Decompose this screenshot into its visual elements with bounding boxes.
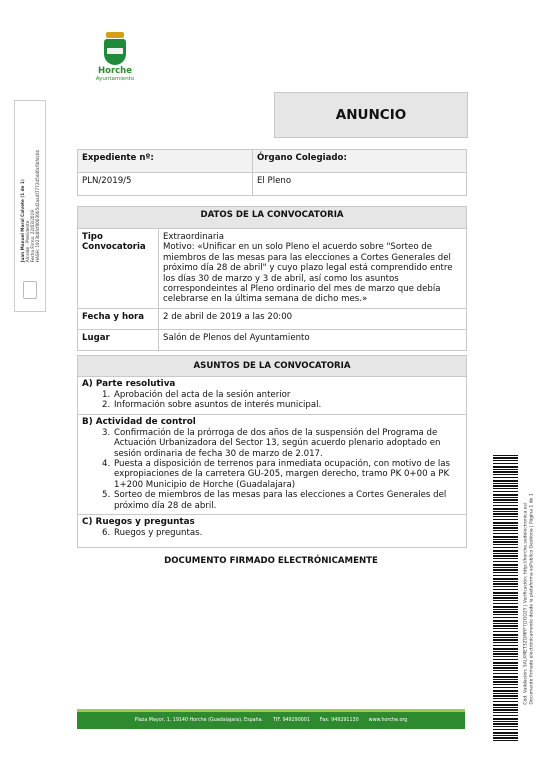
signature-hash: HASH: 1923b0fcf00030b5d2aa4f7772d5d40c6bfdcbb <box>35 149 40 263</box>
coat-of-arms-icon <box>104 39 126 65</box>
barcode-caption <box>518 455 540 743</box>
municipal-logo <box>90 32 140 86</box>
asuntos-heading: ASUNTOS DE LA CONVOCATORIA <box>78 356 466 377</box>
list-item <box>82 390 462 400</box>
organo-label: Órgano Colegiado: <box>253 150 467 173</box>
footer-bar <box>77 712 465 729</box>
validation-code: Cód. Validación: 5ALKMET3ZQMRF7J2GQ2Y | Verificación: http://horche.sedelectronica.es/ <box>523 502 529 705</box>
fecha-value: 2 de abril de 2019 a las 20:00 <box>159 308 467 329</box>
section-title: A) Parte resolutiva <box>82 379 176 389</box>
footer-address: Plaza Mayor, 1, 19140 Horche (Guadalajara), España. <box>134 718 264 723</box>
signer-role: Alcalde - Presidente <box>25 220 30 263</box>
platform-notice: Documento firmado electrónicamente desde la plataforma esPublico Gestiona | Página 1 de 1 <box>529 493 534 705</box>
footer-fax: Fax: 949291130 <box>319 718 359 723</box>
section-ruegos-preguntas <box>78 515 466 541</box>
logo-name: Horche <box>98 66 132 76</box>
list-item <box>82 459 462 490</box>
asuntos-box <box>77 355 467 548</box>
list-item <box>82 490 462 511</box>
section-parte-resolutiva <box>78 377 466 415</box>
footer-tel: TIF. 949290001 <box>273 718 310 723</box>
expediente-value: PLN/2019/5 <box>78 173 253 196</box>
signed-notice: DOCUMENTO FIRMADO ELECTRÓNICAMENTE <box>164 556 378 566</box>
item-number: 3. <box>102 427 111 438</box>
logo-subtitle: Ayuntamiento <box>95 76 135 82</box>
signer-name: Juan Manuel Moral Calvete (1 de 1) <box>20 179 25 263</box>
document-title: ANUNCIO <box>274 92 468 138</box>
lugar-value: Salón de Plenos del Ayuntamiento <box>159 329 467 350</box>
item-text: Aprobación del acta de la sesión anterior <box>114 390 291 400</box>
convocatoria-table <box>77 206 467 351</box>
item-number: 1. <box>102 390 111 400</box>
signature-stamp-icon <box>23 281 37 299</box>
signature-strip <box>14 100 46 312</box>
tipo-label: Tipo Convocatoria <box>78 229 159 309</box>
signature-date: Fecha Firma: 22/03/2019 <box>30 210 35 263</box>
expediente-table <box>77 149 467 196</box>
list-item <box>82 428 462 459</box>
motivo-text: Motivo: «Unificar en un solo Pleno el acuerdo sobre "Sorteo de miembros de las mesas para las elecciones a Cortes Generales del próximo día 28 de abril" y cuyo plazo legal está comprendido entre los días 30 de marzo y 3 de abril, así como los asuntos correspondeintes al Pleno ordinario del mes de marzo que debía celebrarse en la última semana de dicho mes.» <box>163 242 453 305</box>
convocatoria-heading: DATOS DE LA CONVOCATORIA <box>78 207 467 229</box>
footer-web: www.horche.org <box>368 718 408 723</box>
item-text: Ruegos y preguntas. <box>114 528 203 539</box>
section-title: C) Ruegos y preguntas <box>82 517 195 528</box>
item-number: 2. <box>102 400 111 411</box>
section-actividad-control <box>78 415 466 515</box>
section-title: B) Actividad de control <box>82 416 196 427</box>
organo-value: El Pleno <box>253 173 467 196</box>
fecha-label: Fecha y hora <box>78 308 159 329</box>
item-text: Información sobre asuntos de interés municipal. <box>114 400 322 411</box>
lugar-label: Lugar <box>78 329 159 350</box>
list-item <box>82 528 462 538</box>
tipo-value: Extraordinaria <box>163 232 225 242</box>
list-item <box>82 400 462 410</box>
item-text: Confirmación de la prórroga de dos años de la suspensión del Programa de Actuación Urbanizadora del Sector 13, según acuerdo plenario adoptado en sesión ordinaria de fecha 30 de marzo de 2.017. <box>114 427 441 459</box>
crown-icon <box>106 32 124 38</box>
item-number: 4. <box>102 459 111 470</box>
item-number: 6. <box>102 528 111 539</box>
item-number: 5. <box>102 490 111 501</box>
expediente-label: Expediente nº: <box>78 150 253 173</box>
item-text: Sorteo de miembros de las mesas para las elecciones a Cortes Generales del próximo día 28 de abril. <box>114 490 447 511</box>
tipo-cell <box>159 229 467 309</box>
item-text: Puesta a disposición de terrenos para inmediata ocupación, con motivo de las expropiaciones de la carretera GU-205, margen derecho, tramo PK 0+00 a PK 1+200 Municipio de Horche (Guadalajara) <box>114 459 450 490</box>
